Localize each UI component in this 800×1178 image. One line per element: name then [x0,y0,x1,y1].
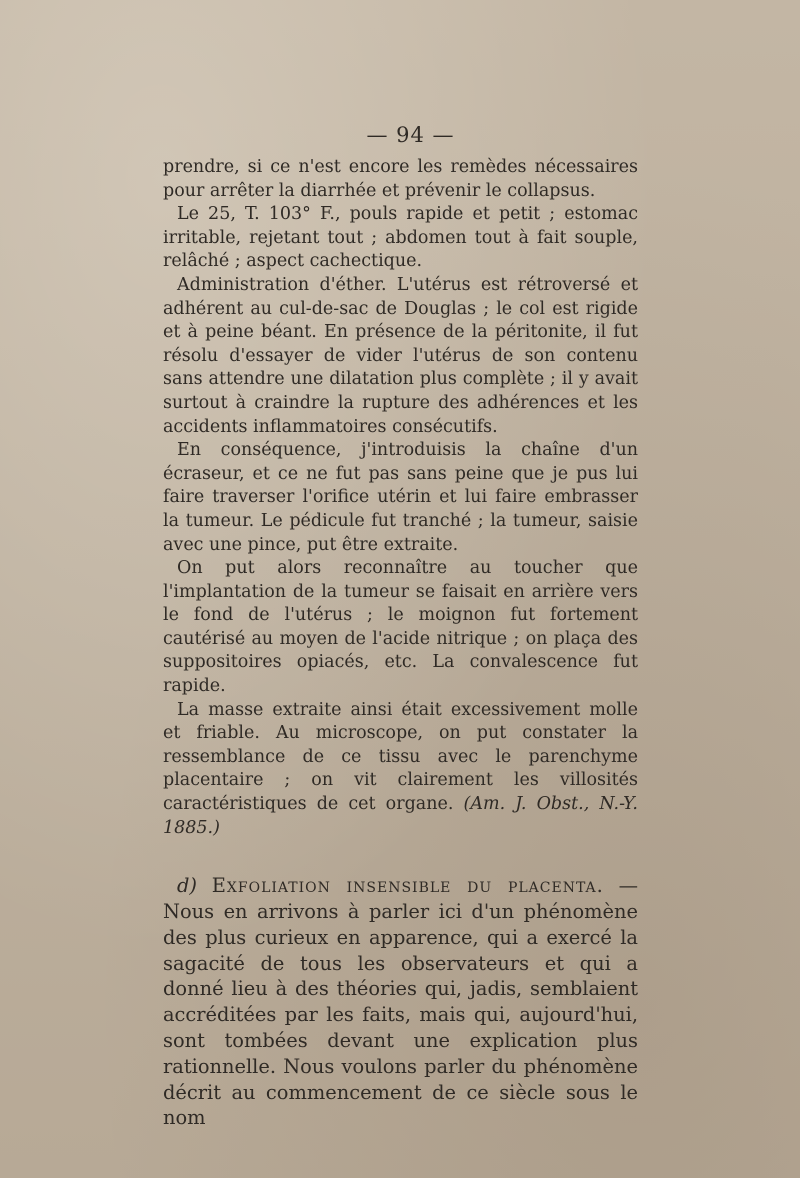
paragraph-3: Administration d'éther. L'utérus est rétroversé et adhérent au cul-de-sac de Douglas ; le col est rigide et à peine béant. En présence de la péritonite, il fut résolu d'essayer de vider l'utérus de son contenu sans attendre une dilatation plus complète ; il y avait surtout à craindre la rupture des adhérences et les accidents inflammatoires consécutifs. [163,274,638,437]
section-paragraph [163,873,638,1131]
section-title: Exfoliation insensible du placenta. [211,874,604,898]
paragraph-4: En conséquence, j'introduisis la chaîne d'un écraseur, et ce ne fut pas sans peine que je pus lui faire traverser l'orifice utérin et lui faire embrasser la tumeur. Le pédicule fut tranché ; la tumeur, saisie avec une pince, put être extraite. [163,440,638,555]
page-number: — 94 — [366,123,455,147]
text-block [163,122,638,1131]
section-letter: d) [177,874,197,898]
paragraph-2: Le 25, T. 103° F., pouls rapide et petit ; estomac irritable, rejetant tout ; abdomen tout à fait souple, relâché ; aspect cachectique. [163,204,638,272]
paragraph-6-text: La masse extraite ainsi était excessivement molle et friable. Au microscope, on put constater la ressemblance de ce tissu avec le parenchyme placentaire ; on vit clairement les villosités caractéristiques de cet organe. [163,699,638,815]
citation: (Am. J. Obst., N.-Y. 1885.) [163,794,638,838]
paragraph-5: On put alors reconnaître au toucher que l'implantation de la tumeur se faisait en arrière vers le fond de l'utérus ; le moignon fut fortement cautérisé au moyen de l'acide nitrique ; on plaça des suppositoires opiacés, etc. La convalescence fut rapide. [163,558,638,697]
section-dash: — [618,874,638,898]
paragraph-6 [163,699,638,841]
section-d [163,873,638,1131]
section-body: Nous en arrivons à parler ici d'un phénomène des plus curieux en apparence, qui a exercé la sagacité de tous les observateurs et qui a donné lieu à des théories qui, jadis, semblaient accréditées par les faits, mais qui, aujourd'hui, sont tombées devant une explication plus rationnelle. Nous voulons parler du phénomène décrit au commencement de ce siècle sous le nom [163,900,638,1130]
paragraph-1: prendre, si ce n'est encore les remèdes nécessaires pour arrêter la diarrhée et prévenir le collapsus. [163,157,638,201]
